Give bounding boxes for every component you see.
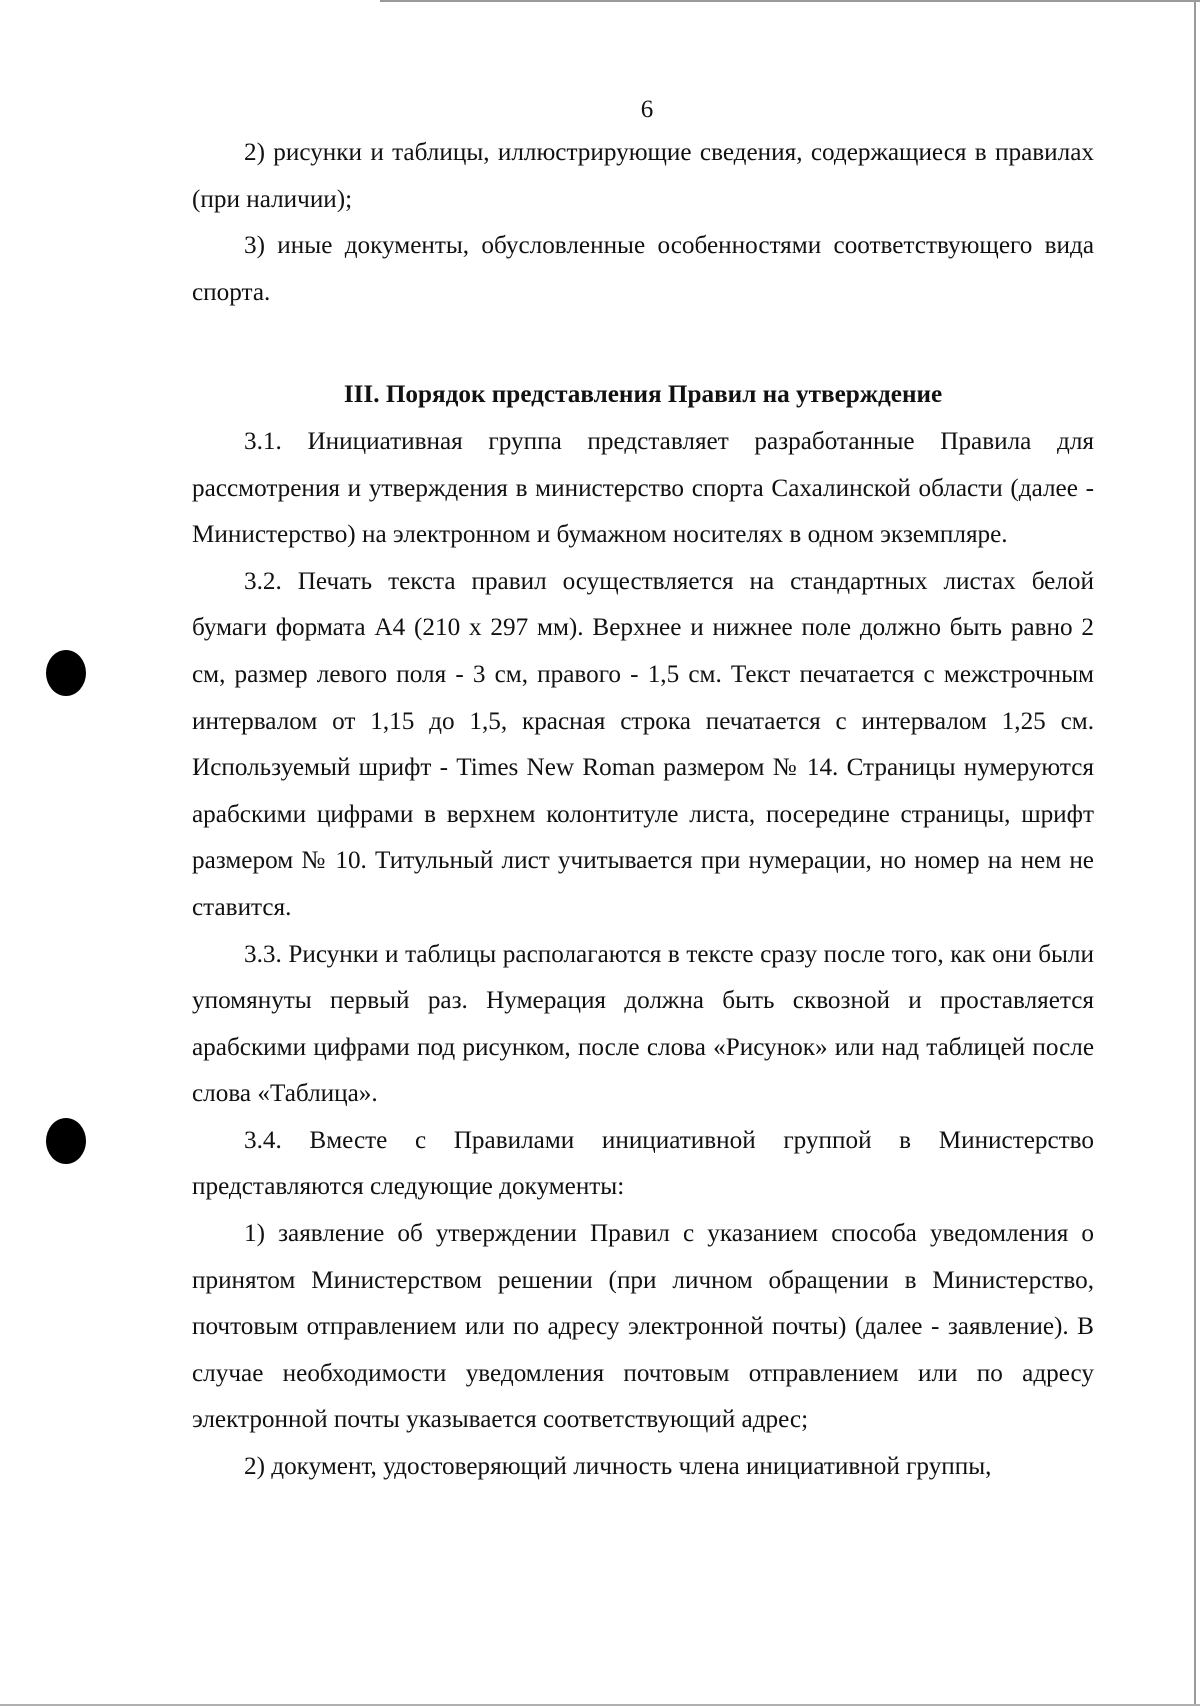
scan-edge-right [1194,0,1196,1706]
paragraph-item-3-other-documents: 3) иные документы, обусловленные особенностями соответствующего вида спорта. [192,232,1094,306]
paragraph-3-3: 3.3. Рисунки и таблицы располагаются в тексте сразу после того, как они были упомянуты первый раз. Нумерация должна быть сквозной и проставляется арабскими цифрами под рисунком, после слова «Рисунок» или над таблицей после слова «Таблица». [192,940,1094,1108]
scan-edge-top [380,0,1200,2]
section-heading: III. Порядок представления Правил на утверждение [343,381,943,409]
paragraph-3-4: 3.4. Вместе с Правилами инициативной группой в Министерство представляются следующие документы: [192,1126,1094,1201]
page-number: 6 [640,96,654,123]
paragraph-3-1: 3.1. Инициативная группа представляет разработанные Правила для рассмотрения и утверждения в министерство спорта Сахалинской области (далее - Министерство) на электронном и бумажном носителях в одном экземпляре. [192,427,1094,549]
paragraph-3-4-item-2: 2) документ, удостоверяющий личность члена инициативной группы, [244,1453,992,1481]
document-body [192,130,1094,1491]
punch-hole-top [46,650,86,696]
paragraph-3-4-item-1: 1) заявление об утверждении Правил с указанием способа уведомления о принятом Министерством решении (при личном обращении в Министерство, почтовым отправлением или по адресу электронной почты) (далее - заявление). В случае необходимости уведомления почтовым отправлением или по адресу электронной почты указывается соответствующий адрес; [192,1220,1094,1434]
punch-hole-bottom [46,1118,86,1164]
paragraph-item-2-figures: 2) рисунки и таблицы, иллюстрирующие сведения, содержащиеся в правилах (при наличии); [192,139,1094,213]
paragraph-3-2: 3.2. Печать текста правил осуществляется на стандартных листах белой бумаги формата А4 (210 х 297 мм). Верхнее и нижнее поле должно быть равно 2 см, размер левого поля - 3 см, правого - 1,5 см. Текст печатается с межстрочным интервалом от 1,15 до 1,5, красная строка печатается с интервалом 1,25 см. Используемый шрифт - Times New Roman размером № 14. Страницы нумеруются арабскими цифрами в верхнем колонтитуле листа, посередине страницы, шрифт размером № 10. Титульный лист учитывается при нумерации, но номер на нем не ставится. [192,567,1094,921]
